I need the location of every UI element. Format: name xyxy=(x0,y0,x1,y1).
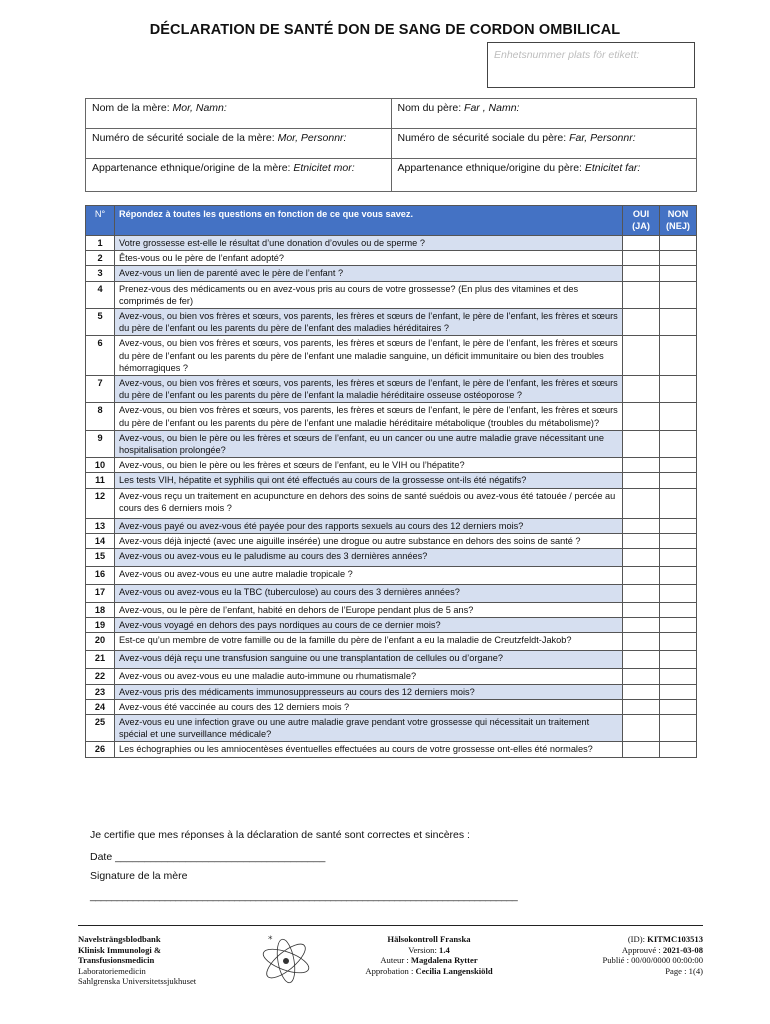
footer-metadata xyxy=(566,934,703,976)
answer-yes-cell[interactable] xyxy=(623,309,660,336)
answer-no-cell[interactable] xyxy=(660,473,697,488)
question-text: Les tests VIH, hépatite et syphilis qui ont été effectués au cours de la grossesse ont-ils été négatifs? xyxy=(115,473,623,488)
date-field[interactable]: Date ____________________________________ xyxy=(90,851,326,863)
footer-divider xyxy=(78,925,703,926)
question-number: 22 xyxy=(86,669,115,684)
header-yes: OUI (JA) xyxy=(623,206,660,236)
question-row xyxy=(86,684,697,699)
mother-name-field[interactable]: Nom de la mère: Mor, Namn: xyxy=(86,99,392,129)
org-line: Sahlgrenska Universitetssjukhuset xyxy=(78,976,197,987)
header-no: NON (NEJ) xyxy=(660,206,697,236)
question-text: Avez-vous, ou le père de l’enfant, habité en dehors de l’Europe pendant plus de 5 ans? xyxy=(115,603,623,618)
question-number: 2 xyxy=(86,251,115,266)
org-line: Navelsträngsblodbank xyxy=(78,934,161,944)
question-row xyxy=(86,518,697,533)
answer-yes-cell[interactable] xyxy=(623,488,660,518)
question-number: 17 xyxy=(86,585,115,603)
answer-yes-cell[interactable] xyxy=(623,518,660,533)
atom-logo-icon xyxy=(258,934,314,986)
answer-yes-cell[interactable] xyxy=(623,669,660,684)
father-ethnicity-field[interactable]: Appartenance ethnique/origine du père: Etnicitet far: xyxy=(391,159,697,192)
page-number: Page : 1(4) xyxy=(665,965,703,976)
father-ssn-field[interactable]: Numéro de sécurité sociale du père: Far, Personnr: xyxy=(391,129,697,159)
answer-no-cell[interactable] xyxy=(660,684,697,699)
document-title: DÉCLARATION DE SANTÉ DON DE SANG DE CORDON OMBILICAL xyxy=(149,22,621,38)
version-line: Version: 1.4 xyxy=(408,944,450,955)
mother-ethnicity-field[interactable]: Appartenance ethnique/origine de la mère: Etnicitet mor: xyxy=(86,159,392,192)
question-number: 21 xyxy=(86,651,115,669)
signature-line[interactable]: ________________________________________________________________________________ xyxy=(90,890,518,902)
answer-yes-cell[interactable] xyxy=(623,715,660,742)
question-row xyxy=(86,309,697,336)
answer-yes-cell[interactable] xyxy=(623,549,660,567)
question-row xyxy=(86,618,697,633)
question-text: Avez-vous ou avez-vous eu la TBC (tuberculose) au cours des 3 dernières années? xyxy=(115,585,623,603)
org-line: Klinisk Immunologi & xyxy=(78,944,162,955)
question-row xyxy=(86,403,697,430)
answer-no-cell[interactable] xyxy=(660,603,697,618)
question-number: 25 xyxy=(86,715,115,742)
answer-yes-cell[interactable] xyxy=(623,585,660,603)
question-text: Avez-vous déjà reçu une transfusion sanguine ou une transplantation de cellules ou d’organe? xyxy=(115,651,623,669)
mother-ssn-field[interactable]: Numéro de sécurité sociale de la mère: Mor, Personnr: xyxy=(86,129,392,159)
question-text: Prenez-vous des médicaments ou en avez-vous pris au cours de votre grossesse? (En plus des vitamines et des comprimés de fer) xyxy=(115,281,623,308)
answer-yes-cell[interactable] xyxy=(623,251,660,266)
question-text: Avez-vous payé ou avez-vous été payée pour des rapports sexuels au cours des 12 derniers mois? xyxy=(115,518,623,533)
answer-no-cell[interactable] xyxy=(660,266,697,281)
answer-yes-cell[interactable] xyxy=(623,533,660,548)
question-number: 9 xyxy=(86,430,115,457)
answer-yes-cell[interactable] xyxy=(623,684,660,699)
answer-yes-cell[interactable] xyxy=(623,699,660,714)
question-number: 5 xyxy=(86,309,115,336)
question-number: 13 xyxy=(86,518,115,533)
answer-no-cell[interactable] xyxy=(660,549,697,567)
question-number: 20 xyxy=(86,633,115,651)
answer-yes-cell[interactable] xyxy=(623,633,660,651)
question-row xyxy=(86,236,697,251)
approval-line: Approbation : Cecilia Langenskiöld xyxy=(365,965,493,976)
question-number: 15 xyxy=(86,549,115,567)
header-instruction: Répondez à toutes les questions en fonction de ce que vous savez. xyxy=(115,206,623,236)
father-name-field[interactable]: Nom du père: Far , Namn: xyxy=(391,99,697,129)
answer-no-cell[interactable] xyxy=(660,376,697,403)
answer-yes-cell[interactable] xyxy=(623,336,660,376)
answer-no-cell[interactable] xyxy=(660,742,697,757)
question-text: Êtes-vous ou le père de l’enfant adopté? xyxy=(115,251,623,266)
question-number: 10 xyxy=(86,458,115,473)
question-number: 26 xyxy=(86,742,115,757)
parent-info-table xyxy=(85,98,697,192)
answer-no-cell[interactable] xyxy=(660,430,697,457)
answer-yes-cell[interactable] xyxy=(623,742,660,757)
question-text: Avez-vous un lien de parenté avec le père de l’enfant ? xyxy=(115,266,623,281)
question-text: Avez-vous déjà injecté (avec une aiguille insérée) une drogue ou autre substance en dehors des soins de santé ? xyxy=(115,533,623,548)
question-number: 18 xyxy=(86,603,115,618)
id-line: (ID): KITMC103513 xyxy=(627,934,703,944)
answer-no-cell[interactable] xyxy=(660,533,697,548)
answer-no-cell[interactable] xyxy=(660,281,697,308)
answer-no-cell[interactable] xyxy=(660,251,697,266)
answer-no-cell[interactable] xyxy=(660,458,697,473)
question-text: Avez-vous, ou bien le père ou les frères et sœurs de l’enfant, eu le VIH ou l’hépatite? xyxy=(115,458,623,473)
question-number: 14 xyxy=(86,533,115,548)
question-text: Avez-vous ou avez-vous eu une maladie auto-immune ou rhumatismale? xyxy=(115,669,623,684)
answer-no-cell[interactable] xyxy=(660,567,697,585)
answer-no-cell[interactable] xyxy=(660,618,697,633)
question-row xyxy=(86,376,697,403)
question-text: Avez-vous ou avez-vous eu le paludisme au cours des 3 dernières années? xyxy=(115,549,623,567)
answer-no-cell[interactable] xyxy=(660,236,697,251)
answer-yes-cell[interactable] xyxy=(623,266,660,281)
answer-no-cell[interactable] xyxy=(660,633,697,651)
question-row xyxy=(86,488,697,518)
question-number: 3 xyxy=(86,266,115,281)
question-number: 11 xyxy=(86,473,115,488)
org-line: Transfusionsmedicin xyxy=(78,955,155,966)
answer-yes-cell[interactable] xyxy=(623,458,660,473)
questions-header-row xyxy=(86,206,697,236)
answer-yes-cell[interactable] xyxy=(623,618,660,633)
question-text: Les échographies ou les amniocentèses éventuelles effectuées au cours de votre grossesse ont-elles été normales? xyxy=(115,742,623,757)
answer-no-cell[interactable] xyxy=(660,585,697,603)
question-number: 16 xyxy=(86,567,115,585)
answer-no-cell[interactable] xyxy=(660,699,697,714)
question-text: Avez-vous, ou bien vos frères et sœurs, vos parents, les frères et sœurs de l’enfant, le père de l’enfant, les frères et sœurs du père de l’enfant ou les parents du père de l’enfant une maladie héréditaire métabolique (troubles du métabolisme)? xyxy=(115,403,623,430)
question-row xyxy=(86,336,697,376)
approved-line: Approuvé : 2021-03-08 xyxy=(621,944,703,955)
answer-yes-cell[interactable] xyxy=(623,236,660,251)
question-row xyxy=(86,473,697,488)
question-row xyxy=(86,585,697,603)
question-row xyxy=(86,458,697,473)
org-line: Laboratoriemedicin xyxy=(78,965,146,976)
question-number: 7 xyxy=(86,376,115,403)
question-text: Avez-vous eu une infection grave ou une autre maladie grave pendant votre grossesse qui nécessitait un traitement spécial et une surveillance médicale? xyxy=(115,715,623,742)
question-row xyxy=(86,533,697,548)
answer-yes-cell[interactable] xyxy=(623,376,660,403)
question-text: Avez-vous ou avez-vous eu une autre maladie tropicale ? xyxy=(115,567,623,585)
question-row xyxy=(86,715,697,742)
certification-statement: Je certifie que mes réponses à la déclaration de santé sont correctes et sincères : xyxy=(90,829,470,841)
answer-yes-cell[interactable] xyxy=(623,567,660,585)
question-number: 1 xyxy=(86,236,115,251)
question-text: Avez-vous reçu un traitement en acupuncture en dehors des soins de santé suédois ou avez-vous été tatouée / percée au cours des 6 derniers mois ? xyxy=(115,488,623,518)
question-text: Avez-vous pris des médicaments immunosuppresseurs au cours des 12 derniers mois? xyxy=(115,684,623,699)
question-number: 12 xyxy=(86,488,115,518)
question-row xyxy=(86,251,697,266)
header-number: N° xyxy=(86,206,115,236)
question-number: 19 xyxy=(86,618,115,633)
question-text: Avez-vous été vaccinée au cours des 12 derniers mois ? xyxy=(115,699,623,714)
question-number: 6 xyxy=(86,336,115,376)
answer-no-cell[interactable] xyxy=(660,403,697,430)
answer-no-cell[interactable] xyxy=(660,669,697,684)
question-row xyxy=(86,699,697,714)
footer-organization xyxy=(78,934,196,987)
answer-yes-cell[interactable] xyxy=(623,651,660,669)
question-row xyxy=(86,549,697,567)
question-row xyxy=(86,742,697,757)
question-row xyxy=(86,266,697,281)
answer-no-cell[interactable] xyxy=(660,715,697,742)
answer-no-cell[interactable] xyxy=(660,336,697,376)
question-row xyxy=(86,430,697,457)
question-number: 8 xyxy=(86,403,115,430)
question-text: Avez-vous, ou bien vos frères et sœurs, vos parents, les frères et sœurs de l’enfant, le père de l’enfant, les frères et sœurs du père de l’enfant ou les parents du père de l’enfant la maladie héréditaire osseuse ostéoporose ? xyxy=(115,376,623,403)
answer-yes-cell[interactable] xyxy=(623,473,660,488)
question-number: 23 xyxy=(86,684,115,699)
question-row xyxy=(86,669,697,684)
answer-yes-cell[interactable] xyxy=(623,403,660,430)
question-row xyxy=(86,633,697,651)
question-text: Votre grossesse est-elle le résultat d’une donation d’ovules ou de sperme ? xyxy=(115,236,623,251)
svg-text:*: * xyxy=(268,935,273,945)
question-row xyxy=(86,567,697,585)
document-name: Hälsokontroll Franska xyxy=(387,934,471,944)
question-text: Avez-vous, ou bien vos frères et sœurs, vos parents, les frères et sœurs de l’enfant, le père de l’enfant, les frères et sœurs du père de l’enfant ou les parents du père de l’enfant une maladie sanguine, un déficit immunitaire ou bien des troubles hémorragiques ? xyxy=(115,336,623,376)
question-row xyxy=(86,651,697,669)
label-placeholder-text: Enhetsnummer plats för etikett: xyxy=(494,49,640,61)
answer-no-cell[interactable] xyxy=(660,518,697,533)
answer-no-cell[interactable] xyxy=(660,651,697,669)
answer-no-cell[interactable] xyxy=(660,488,697,518)
signature-label: Signature de la mère xyxy=(90,870,188,882)
question-text: Est-ce qu’un membre de votre famille ou de la famille du père de l’enfant a eu la maladie de Creutzfeldt-Jakob? xyxy=(115,633,623,651)
footer-document-info xyxy=(324,934,534,976)
question-number: 4 xyxy=(86,281,115,308)
answer-yes-cell[interactable] xyxy=(623,430,660,457)
question-row xyxy=(86,281,697,308)
question-text: Avez-vous, ou bien vos frères et sœurs, vos parents, les frères et sœurs de l’enfant, le père de l’enfant, les frères et sœurs du père de l’enfant ou les parents du père de l’enfant des maladies héréditaires ? xyxy=(115,309,623,336)
question-text: Avez-vous voyagé en dehors des pays nordiques au cours de ce dernier mois? xyxy=(115,618,623,633)
questions-table xyxy=(85,205,697,758)
answer-yes-cell[interactable] xyxy=(623,603,660,618)
question-text: Avez-vous, ou bien le père ou les frères et sœurs de l’enfant, eu un cancer ou une autre maladie grave nécessitant une hospitalisation prolongée? xyxy=(115,430,623,457)
question-number: 24 xyxy=(86,699,115,714)
question-row xyxy=(86,603,697,618)
author-line: Auteur : Magdalena Rytter xyxy=(380,955,478,966)
label-placeholder-box xyxy=(487,42,695,88)
published-line: Publié : 00/00/0000 00:00:00 xyxy=(602,955,703,966)
answer-yes-cell[interactable] xyxy=(623,281,660,308)
answer-no-cell[interactable] xyxy=(660,309,697,336)
